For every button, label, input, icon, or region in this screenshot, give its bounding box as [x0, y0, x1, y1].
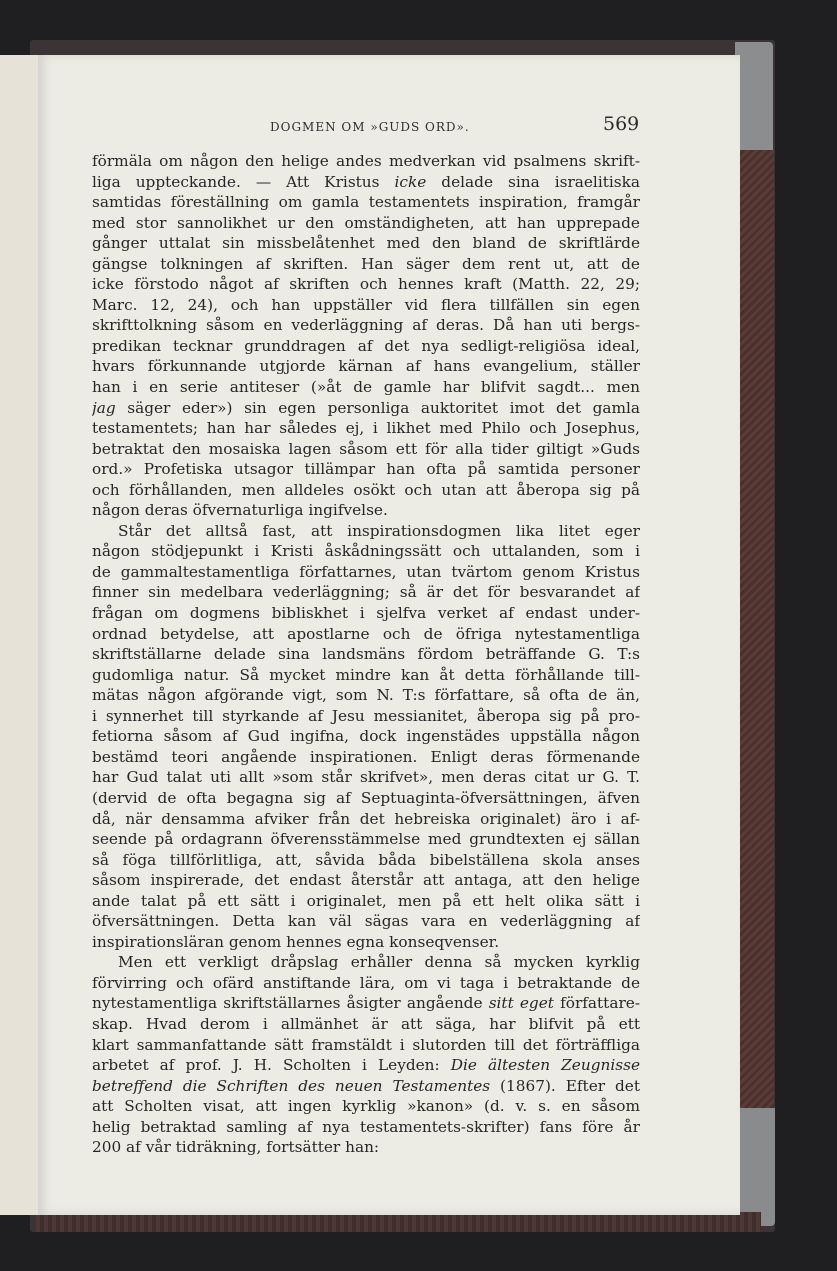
text-run: (1867). Efter det: [490, 1076, 640, 1095]
text-run: predikan tecknar grunddragen af det nya sedligt-religiösa ideal,: [92, 336, 640, 355]
text-run: seende på ordagrann öfverensstämmelse med grundtexten ej sällan: [92, 830, 640, 849]
text-run: någon deras öfvernaturliga ingifvelse.: [92, 501, 388, 520]
text-line: [92, 398, 640, 419]
text-run: delade sina israelitiska: [426, 172, 640, 191]
running-head: DOGMEN OM »GUDS ORD».: [270, 120, 470, 134]
text-line: [92, 788, 640, 809]
text-run: bestämd teori angående inspirationen. Enligt deras förmenande: [92, 747, 640, 766]
text-run: betraktat den mosaiska lagen såsom ett för alla tider giltigt »Guds: [92, 439, 640, 458]
cover-edge: [738, 150, 774, 1115]
text-run: säger eder») sin egen personliga auktoritet imot det gamla: [115, 398, 640, 417]
text-line: [92, 911, 640, 932]
text-line: [92, 356, 640, 377]
text-line: [92, 254, 640, 275]
text-run: ordnad betydelse, att apostlarne och de öfriga nytestamentliga: [92, 624, 640, 643]
text-line: [92, 685, 640, 706]
text-line: [92, 172, 640, 193]
text-line: [92, 870, 640, 891]
text-run: författare-: [553, 994, 640, 1013]
text-run: klart sammanfattande sätt framstäldt i slutorden till det förträffliga: [92, 1035, 640, 1054]
facing-page-edge: [0, 55, 41, 1215]
italic-run: Die ältesten Zeugnisse: [450, 1056, 640, 1075]
body-text: [92, 151, 640, 1158]
text-line: [92, 1096, 640, 1117]
text-run: skrifttolkning såsom en vederläggning af deras. Då han uti bergs-: [92, 316, 640, 335]
text-line: [92, 952, 640, 973]
text-run: (dervid de ofta begagna sig af Septuaginta-öfversättningen, äfven: [92, 788, 640, 807]
text-line: [92, 315, 640, 336]
text-line: [92, 809, 640, 830]
text-run: icke förstodo något af skriften och hennes kraft (Matth. 22, 29;: [92, 275, 640, 294]
text-run: förvirring och ofärd anstiftande lära, om vi taga i betraktande de: [92, 973, 640, 992]
text-run: någon stödjepunkt i Kristi åskådningssätt och uttalanden, som i: [92, 542, 640, 561]
text-line: [92, 562, 640, 583]
text-run: i synnerhet till styrkande af Jesu messianitet, åberopa sig på pro-: [92, 706, 640, 725]
text-run: liga uppteckande. — Att Kristus: [92, 172, 395, 191]
text-run: han i en serie antiteser (»åt de gamle har blifvit sagdt... men: [92, 378, 640, 397]
text-run: inspirationsläran genom hennes egna konseqvenser.: [92, 932, 500, 951]
text-line: [92, 747, 640, 768]
text-line: [92, 233, 640, 254]
text-line: [92, 973, 640, 994]
text-line: [92, 480, 640, 501]
cover-corner-top: [735, 42, 773, 154]
text-line: [92, 767, 640, 788]
text-run: skap. Hvad derom i allmänhet är att säga, har blifvit på ett: [92, 1014, 640, 1033]
text-run: mätas någon afgörande vigt, som N. T:s författare, så ofta de än,: [92, 686, 640, 705]
text-run: 200 af vår tidräkning, fortsätter han:: [92, 1138, 380, 1157]
text-run: förmäla om någon den helige andes medverkan vid psalmens skrift-: [92, 152, 640, 170]
text-run: såsom inspirerade, det endast återstår att antaga, att den helige: [92, 871, 640, 890]
text-run: skriftställarne delade sina landsmäns fördom beträffande G. T:s: [92, 645, 640, 664]
text-line: [92, 377, 640, 398]
cover-bottom-edge: [36, 1212, 761, 1232]
text-run: har Gud talat uti allt »som står skrifvet», men deras citat ur G. T.: [92, 768, 640, 787]
text-run: helig betraktad samling af nya testamentets-skrifter) fans före år: [92, 1117, 640, 1136]
text-line: [92, 624, 640, 645]
text-line: [92, 274, 640, 295]
text-line: [92, 1117, 640, 1138]
text-run: Marc. 12, 24), och han uppställer vid flera tillfällen sin egen: [92, 295, 640, 314]
text-line: [92, 644, 640, 665]
text-line: [92, 706, 640, 727]
text-line: [92, 1014, 640, 1035]
text-line: [92, 1076, 640, 1097]
text-line: [92, 850, 640, 871]
text-line: [92, 336, 640, 357]
text-line: [92, 521, 640, 542]
text-line: [92, 439, 640, 460]
text-run: frågan om dogmens bibliskhet i sjelfva verket af endast under-: [92, 604, 640, 623]
text-line: [92, 932, 640, 953]
text-line: [92, 192, 640, 213]
text-run: gängse tolkningen af skriften. Han säger dem rent ut, att de: [92, 254, 640, 273]
italic-run: betreffend die Schriften des neuen Testamentes: [92, 1076, 491, 1095]
text-run: öfversättningen. Detta kan väl sägas vara en vederläggning af: [92, 912, 640, 931]
text-run: fetiorna såsom af Gud ingifna, dock ingenstädes uppställa någon: [92, 727, 640, 746]
text-run: nytestamentliga skriftställarnes åsigter angående: [92, 994, 489, 1013]
text-run: testamentets; han har således ej, i likhet med Philo och Josephus,: [92, 419, 640, 438]
italic-run: sitt eget: [488, 994, 554, 1013]
text-run: så föga tillförlitliga, att, såvida båda bibelställena skola anses: [92, 850, 640, 869]
text-line: [92, 151, 640, 172]
text-line: [92, 459, 640, 480]
text-run: att Scholten visat, att ingen kyrklig »kanon» (d. v. s. en såsom: [92, 1097, 640, 1116]
text-line: [92, 582, 640, 603]
text-run: ord.» Profetiska utsagor tillämpar han ofta på samtida personer: [92, 460, 640, 479]
text-line: [92, 418, 640, 439]
text-run: Men ett verkligt dråpslag erhåller denna så mycken kyrklig: [118, 953, 640, 972]
text-run: med stor sannolikhet ur den omständigheten, att han upprepade: [92, 213, 640, 232]
text-run: ande talat på ett sätt i originalet, men på ett helt olika sätt i: [92, 891, 640, 910]
text-run: gudomliga natur. Så mycket mindre kan åt detta förhållande till-: [92, 665, 640, 684]
text-line: [92, 213, 640, 234]
text-line: [92, 603, 640, 624]
text-line: [92, 1055, 640, 1076]
text-line: [92, 295, 640, 316]
text-run: Står det alltså fast, att inspirationsdogmen lika litet eger: [118, 521, 640, 540]
text-run: gånger uttalat sin missbelåtenhet med den bland de skriftlärde: [92, 234, 640, 253]
text-line: [92, 829, 640, 850]
text-line: [92, 541, 640, 562]
text-line: [92, 1035, 640, 1056]
text-run: då, när densamma afviker från det hebreiska originalet) äro i af-: [92, 809, 640, 828]
text-run: finner sin medelbara vederläggning; så är det för besvarandet af: [92, 583, 640, 602]
text-line: [92, 726, 640, 747]
cover-corner-bottom: [735, 1108, 775, 1226]
text-line: [92, 891, 640, 912]
text-line: [92, 500, 640, 521]
text-run: hvars förkunnande utgjorde kärnan af hans evangelium, ställer: [92, 357, 640, 376]
text-run: och förhållanden, men alldeles osökt och utan att åberopa sig på: [92, 480, 640, 499]
text-line: [92, 993, 640, 1014]
text-run: de gammaltestamentliga författarnes, utan tvärtom genom Kristus: [92, 562, 640, 581]
text-run: arbetet af prof. J. H. Scholten i Leyden:: [92, 1056, 451, 1075]
text-run: samtidas föreställning om gamla testamentets inspiration, framgår: [92, 193, 640, 212]
text-line: [92, 665, 640, 686]
italic-run: icke: [394, 172, 427, 191]
page-number: 569: [603, 113, 640, 135]
text-line: [92, 1137, 640, 1158]
italic-run: jag: [92, 398, 116, 417]
book-page: [38, 55, 740, 1215]
